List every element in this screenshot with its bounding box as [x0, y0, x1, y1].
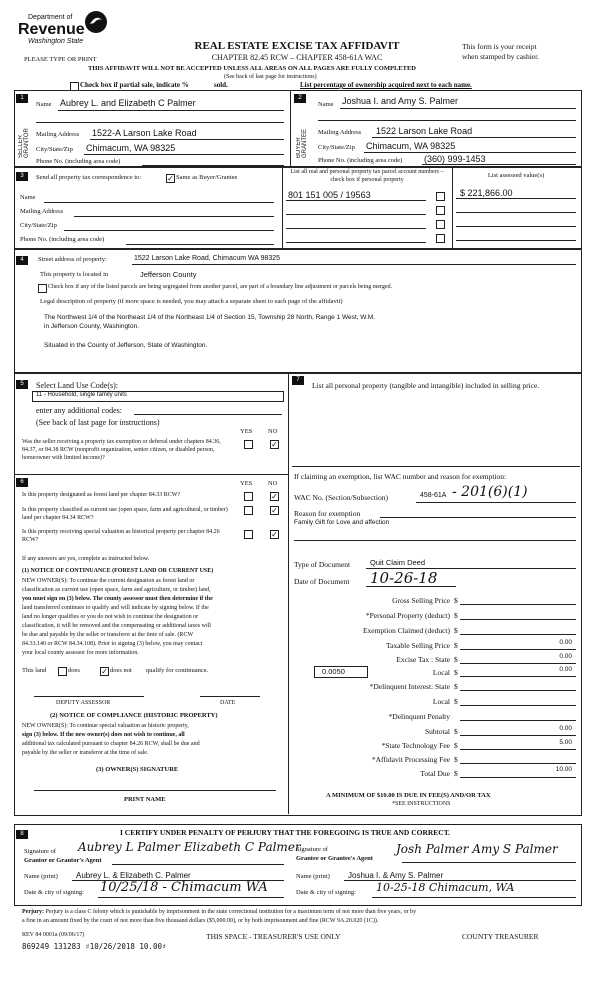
notice-1-title: (1) NOTICE OF CONTINUANCE (FOREST LAND OR CURRENT USE)	[22, 568, 214, 574]
doc-date[interactable]: 10-26-18	[370, 569, 438, 587]
s6-q2-yes[interactable]	[244, 506, 253, 515]
buyer-mailing-label: Mailing Address	[318, 129, 362, 136]
send-correspondence-label: Send all property tax correspondence to:	[36, 174, 142, 181]
s6-yes-label: YES	[240, 480, 253, 487]
subtotal-value[interactable]: 0.00	[559, 725, 572, 732]
s6-q3-no[interactable]	[270, 530, 279, 539]
street-address[interactable]: 1522 Larson Lake Road, Chimacum WA 98325	[134, 255, 281, 262]
buyer-mailing[interactable]: 1522 Larson Lake Road	[376, 126, 473, 136]
dept-line1: Department of	[28, 14, 73, 21]
notice-2-body-3: additional tax calculated pursuant to chapter 84.26 RCW, shall be due and	[22, 741, 200, 747]
check-mark-icon: ✓	[271, 440, 278, 449]
seller-city[interactable]: Chimacum, WA 98325	[86, 143, 176, 153]
tax-phone-label: Phone No. (including area code)	[20, 236, 105, 243]
grantee-name-label: Name (print)	[296, 873, 330, 880]
same-as-buyer-label: Same as Buyer/Grantee	[176, 174, 238, 181]
grantee-print-name[interactable]: Joshua I. & Amy S. Palmer	[348, 871, 444, 880]
legal-description-label: Legal description of property (if more space is needed, you may attach a separate sheet to each page of the affidavit)	[40, 298, 343, 305]
s6-no-label: NO	[268, 480, 278, 487]
exemption-reason[interactable]: Family Gift for Love and affection	[294, 519, 390, 526]
grantor-date-label: Date & city of signing:	[24, 889, 84, 896]
affidavit-fee-label: *Affidavit Processing Fee	[371, 755, 450, 764]
wac-handwritten: - 201(6)(1)	[452, 484, 528, 500]
grantor-signature[interactable]: Aubrey L Palmer Elizabeth C Palmer	[78, 840, 301, 854]
same-as-buyer-checkbox[interactable]	[166, 174, 175, 183]
county-treasurer: COUNTY TREASURER	[462, 932, 539, 941]
personal-property-checkbox-3[interactable]	[436, 220, 445, 229]
check-mark-icon: ✓	[271, 506, 278, 515]
s6-question-2: Is this property classified as current use (open space, farm and agricultural, or timber) land per chapter 84.34 RCW?	[22, 507, 228, 521]
deputy-assessor-label: DEPUTY ASSESSOR	[56, 700, 111, 706]
s6-question-1: Is this property designated as forest land per chapter 84.33 RCW?	[22, 492, 181, 498]
if-yes-label: If any answers are yes, complete as instructed below.	[22, 556, 150, 562]
section-5-see-back: (See back of last page for instructions)	[36, 418, 160, 427]
dept-line3: Washington State	[28, 38, 84, 45]
local-label: Local	[432, 668, 450, 677]
minimum-due: A MINIMUM OF $10.00 IS DUE IN FEE(S) AND/OR TAX	[326, 792, 491, 799]
land-does-not-checkbox[interactable]	[100, 667, 109, 676]
list-pct: List percentage of ownership acquired next to each name.	[300, 81, 472, 89]
s6-q1-yes[interactable]	[244, 492, 253, 501]
seller-side-label: SELLER GRANTOR	[18, 128, 30, 158]
receipt-note-1: This form is your receipt	[462, 42, 537, 51]
tech-fee-dollar: $	[454, 741, 458, 750]
sold-label: sold.	[214, 81, 228, 89]
excise-state-value[interactable]: 0.00	[559, 653, 572, 660]
section-6-number: 6	[16, 478, 28, 487]
doc-date-label: Date of Document	[294, 577, 350, 586]
grantee-sig-label-1: Signature of	[296, 846, 328, 853]
list-accounts-label: List all real and personal property tax parcel account numbers – check box if personal property	[290, 169, 444, 183]
treasurer-use-only: THIS SPACE - TREASURER'S USE ONLY	[206, 932, 341, 941]
form-revision: REV 84 0001a (09/06/17)	[22, 932, 85, 938]
notice-1-body-9: your local county assessor for more information.	[22, 650, 139, 656]
seller-name[interactable]: Aubrey L. and Elizabeth C Palmer	[60, 98, 196, 108]
seller-mailing[interactable]: 1522-A Larson Lake Road	[92, 128, 197, 138]
segregated-label: Check box if any of the listed parcels are being segregated from another parcel, are part of a boundary line adjustment or parcels being merged.	[48, 284, 393, 290]
check-mark-icon: ✓	[271, 492, 278, 501]
dor-logo-icon	[84, 10, 108, 34]
buyer-name-label: Name	[318, 101, 334, 108]
seller-city-label: City/State/Zip	[36, 146, 73, 153]
notice-1-body-7: be due and payable by the seller or transferor at the time of sale. (RCW	[22, 632, 194, 638]
notice-2-body-2: sign (3) below. If the new owner(s) does not wish to continue, all	[22, 732, 185, 738]
buyer-city-label: City/State/Zip	[318, 144, 355, 151]
gross-selling-label: Gross Selling Price	[392, 596, 450, 605]
subtotal-label: Subtotal	[424, 727, 450, 736]
tech-fee-label: *State Technology Fee	[381, 741, 450, 750]
excise-state-dollar: $	[454, 655, 458, 664]
s6-q2-no[interactable]	[270, 506, 279, 515]
tax-name-label: Name	[20, 194, 36, 201]
delinquent-local-dollar: $	[454, 697, 458, 706]
perjury-label: Perjury:	[22, 909, 44, 915]
taxable-selling-label: Taxable Selling Price	[385, 641, 450, 650]
perjury-notice	[22, 908, 582, 926]
reason-label: Reason for exemption	[294, 509, 361, 518]
notice-1-body-6: classification, it will be removed and the compensating or additional taxes will	[22, 623, 211, 629]
form-chapter: CHAPTER 82.45 RCW – CHAPTER 458-61A WAC	[211, 53, 383, 62]
affidavit-fee-dollar: $	[454, 755, 458, 764]
local-value[interactable]: 0.00	[559, 666, 572, 673]
owner-signature-label: (3) OWNER(S) SIGNATURE	[96, 766, 179, 773]
notice-2-title: (2) NOTICE OF COMPLIANCE (HISTORIC PROPERTY)	[50, 712, 218, 719]
buyer-side-label: BUYER GRANTEE	[296, 128, 308, 158]
excise-state-label: Excise Tax : State	[396, 655, 450, 664]
dept-line2: Revenue	[18, 21, 85, 38]
grantee-date-city[interactable]: 10-25-18 Chimacum, WA	[376, 881, 515, 894]
additional-codes-label: enter any additional codes:	[36, 406, 122, 415]
personal-dollar: $	[454, 611, 458, 620]
grantor-date-city[interactable]: 10/25/18 - Chimacum WA	[100, 880, 268, 895]
taxable-dollar: $	[454, 641, 458, 650]
grantor-print-name[interactable]: Aubrey L. & Elizabeth C. Palmer	[76, 871, 191, 880]
cashier-stamp: 869249 131283 ♯10/26/2018 10.00♯	[22, 942, 167, 951]
section-4-number: 4	[16, 256, 28, 265]
assessed-values-label: List assessed value(s)	[487, 172, 545, 179]
personal-property-checkbox-2[interactable]	[436, 206, 445, 215]
notice-1-body-1: NEW OWNER(S): To continue the current designation as forest land or	[22, 578, 195, 584]
grantor-sig-label-1: Signature of	[24, 848, 56, 855]
s6-q1-no[interactable]	[270, 492, 279, 501]
print-name-label: PRINT NAME	[124, 796, 166, 803]
section-8-number: 8	[16, 830, 28, 839]
section-7-number: 7	[292, 376, 304, 385]
doc-type-label: Type of Document	[294, 560, 351, 569]
grantor-sig-label-2: Grantor or Grantor's Agent	[24, 857, 102, 864]
legal-line-3[interactable]: Situated in the County of Jefferson, State of Washington.	[44, 342, 208, 349]
tax-mailing-label: Mailing Address	[20, 208, 64, 215]
perjury-text-1: Perjury is a class C felony which is punishable by imprisonment in the state correctional institution for a maximum term of not more than five years, or by	[45, 909, 417, 915]
see-back: (See back of last page for instructions)	[224, 74, 317, 80]
buyer-city[interactable]: Chimacum, WA 98325	[366, 141, 456, 151]
total-due-value[interactable]: 10.00	[555, 766, 572, 773]
grantee-sig-label-2: Grantee or Grantee's Agent	[296, 855, 373, 862]
personal-property-checkbox-1[interactable]	[436, 192, 445, 201]
exemption-dollar: $	[454, 626, 458, 635]
buyer-phone-label: Phone No. (including area code)	[318, 157, 403, 164]
does-label: does	[68, 667, 80, 674]
dor-logo	[14, 8, 110, 48]
section-5-number: 5	[16, 380, 28, 389]
legal-line-1[interactable]: The Northwest 1/4 of the Northeast 1/4 of the Northeast 1/4 of Section 15, Township 28 North, Range 1 West, W.M.	[44, 314, 376, 321]
receipt-note-2: when stamped by cashier.	[462, 52, 540, 61]
does-not-label: does not	[110, 667, 132, 674]
form-title: REAL ESTATE EXCISE TAX AFFIDAVIT	[194, 40, 400, 52]
notice-1-body-4: land transferred continues to qualify and will indicate by signing below. If the	[22, 605, 209, 611]
land-use-value: 11 - Household, single family units	[36, 392, 127, 398]
personal-property-checkbox-4[interactable]	[436, 234, 445, 243]
personal-property-label: List all personal property (tangible and intangible) included in selling price.	[312, 381, 540, 390]
local-dollar: $	[454, 668, 458, 677]
personal-property-deduct-label: *Personal Property (deduct)	[365, 611, 450, 620]
doc-type[interactable]: Quit Claim Deed	[370, 558, 426, 567]
not-accepted: THIS AFFIDAVIT WILL NOT BE ACCEPTED UNLESS ALL AREAS ON ALL PAGES ARE FULLY COMPLETED	[88, 65, 416, 72]
certify-statement: I CERTIFY UNDER PENALTY OF PERJURY THAT THE FOREGOING IS TRUE AND CORRECT.	[120, 828, 451, 837]
please-type: PLEASE TYPE OR PRINT	[24, 56, 97, 63]
s5-yes-label: YES	[240, 428, 253, 435]
street-address-label: Street address of property:	[38, 256, 107, 263]
notice-1-body-3: you must sign on (3) below. The county assessor must then determine if the	[22, 596, 213, 602]
notice-1-body-8: 84.33.140 or RCW 84.34.108). Prior to signing (3) below, you may contact	[22, 641, 203, 647]
parcel-number[interactable]: 801 151 005 / 19563	[288, 190, 371, 200]
legal-line-2[interactable]: in Jefferson County, Washington.	[44, 323, 139, 330]
tech-fee-value[interactable]: 5.00	[559, 739, 572, 746]
grantee-signature[interactable]: Josh Palmer Amy S Palmer	[396, 842, 558, 856]
seller-phone-label: Phone No. (including area code)	[36, 158, 121, 165]
assessed-value[interactable]: $ 221,866.00	[460, 188, 513, 198]
partial-sale-label: Check box if partial sale, indicate %	[80, 81, 189, 89]
exemption-claimed-label: Exemption Claimed (deduct)	[362, 626, 450, 635]
section-2-number: 2	[294, 94, 306, 103]
county[interactable]: Jefferson County	[140, 270, 197, 279]
perjury-text-2: a fine in an amount fixed by the court of not more than five thousand dollars ($5,000.00), or by both imprisonment and fine (RCW 9A.20.020 (1C)).	[22, 918, 379, 924]
gross-dollar: $	[454, 596, 458, 605]
check-mark-icon: ✓	[271, 530, 278, 539]
delinquent-state-label: *Delinquent Interest: State	[369, 682, 450, 691]
section-4-box	[14, 248, 582, 374]
s5-question-1: Was the seller receiving a property tax exemption or deferral under chapters 84.36, 84.37, or 84.38 RCW (nonprofit organization, senior citizen, or disabled person, homeowner with limited income)?	[22, 439, 221, 461]
notice-1-body-2: classification as current use (open space, farm and agriculture, or timber) land,	[22, 587, 211, 593]
s5-q1-no[interactable]	[270, 440, 279, 449]
land-use-label: Select Land Use Code(s):	[36, 381, 118, 390]
seller-mailing-label: Mailing Address	[36, 131, 80, 138]
exemption-claim-label: If claiming an exemption, list WAC number and reason for exemption:	[294, 472, 507, 481]
delinquent-state-dollar: $	[454, 682, 458, 691]
check-mark-icon: ✓	[167, 174, 174, 183]
see-instructions: *SEE INSTRUCTIONS	[392, 801, 451, 807]
qualify-label: qualify for continuance.	[146, 667, 209, 674]
seller-name-label: Name	[36, 101, 52, 108]
date-label: DATE	[220, 700, 236, 706]
notice-1-body-5: land no longer qualifies or you do not wish to continue the designation or	[22, 614, 199, 620]
taxable-selling-value[interactable]: 0.00	[559, 639, 572, 646]
total-due-label: Total Due	[420, 769, 450, 778]
s6-question-3: Is this property receiving special valuation as historical property per chapter 84.26 RCW?	[22, 529, 220, 543]
subtotal-dollar: $	[454, 727, 458, 736]
tax-city-label: City/State/Zip	[20, 222, 57, 229]
delinquent-local-label: Local	[432, 697, 450, 706]
wac-typed[interactable]: 458-61A	[420, 492, 447, 499]
this-land-label: This land	[22, 667, 47, 674]
s5-q1-yes[interactable]	[244, 440, 253, 449]
s6-q3-yes[interactable]	[244, 530, 253, 539]
segregated-checkbox[interactable]	[38, 284, 47, 293]
notice-2-body-4: payable by the seller or transferor at the time of sale.	[22, 750, 149, 756]
land-does-checkbox[interactable]	[58, 667, 67, 676]
total-due-dollar: $	[454, 769, 458, 778]
section-1-number: 1	[16, 94, 28, 103]
notice-2-body-1: NEW OWNER(S): To continue special valuation as historic property,	[22, 723, 189, 729]
section-3-number: 3	[16, 172, 28, 181]
local-rate: 0.0050	[322, 667, 345, 676]
grantor-name-label: Name (print)	[24, 873, 58, 880]
grantee-date-label: Date & city of signing:	[296, 889, 356, 896]
wac-label: WAC No. (Section/Subsection)	[294, 493, 388, 502]
delinquent-penalty-label: *Delinquent Penalty	[388, 712, 450, 721]
buyer-phone[interactable]: (360) 999-1453	[424, 154, 486, 164]
s5-no-label: NO	[268, 428, 278, 435]
buyer-name[interactable]: Joshua I. and Amy S. Palmer	[342, 96, 459, 106]
located-in-label: This property is located in	[40, 271, 109, 278]
check-mark-icon: ✓	[101, 667, 108, 676]
